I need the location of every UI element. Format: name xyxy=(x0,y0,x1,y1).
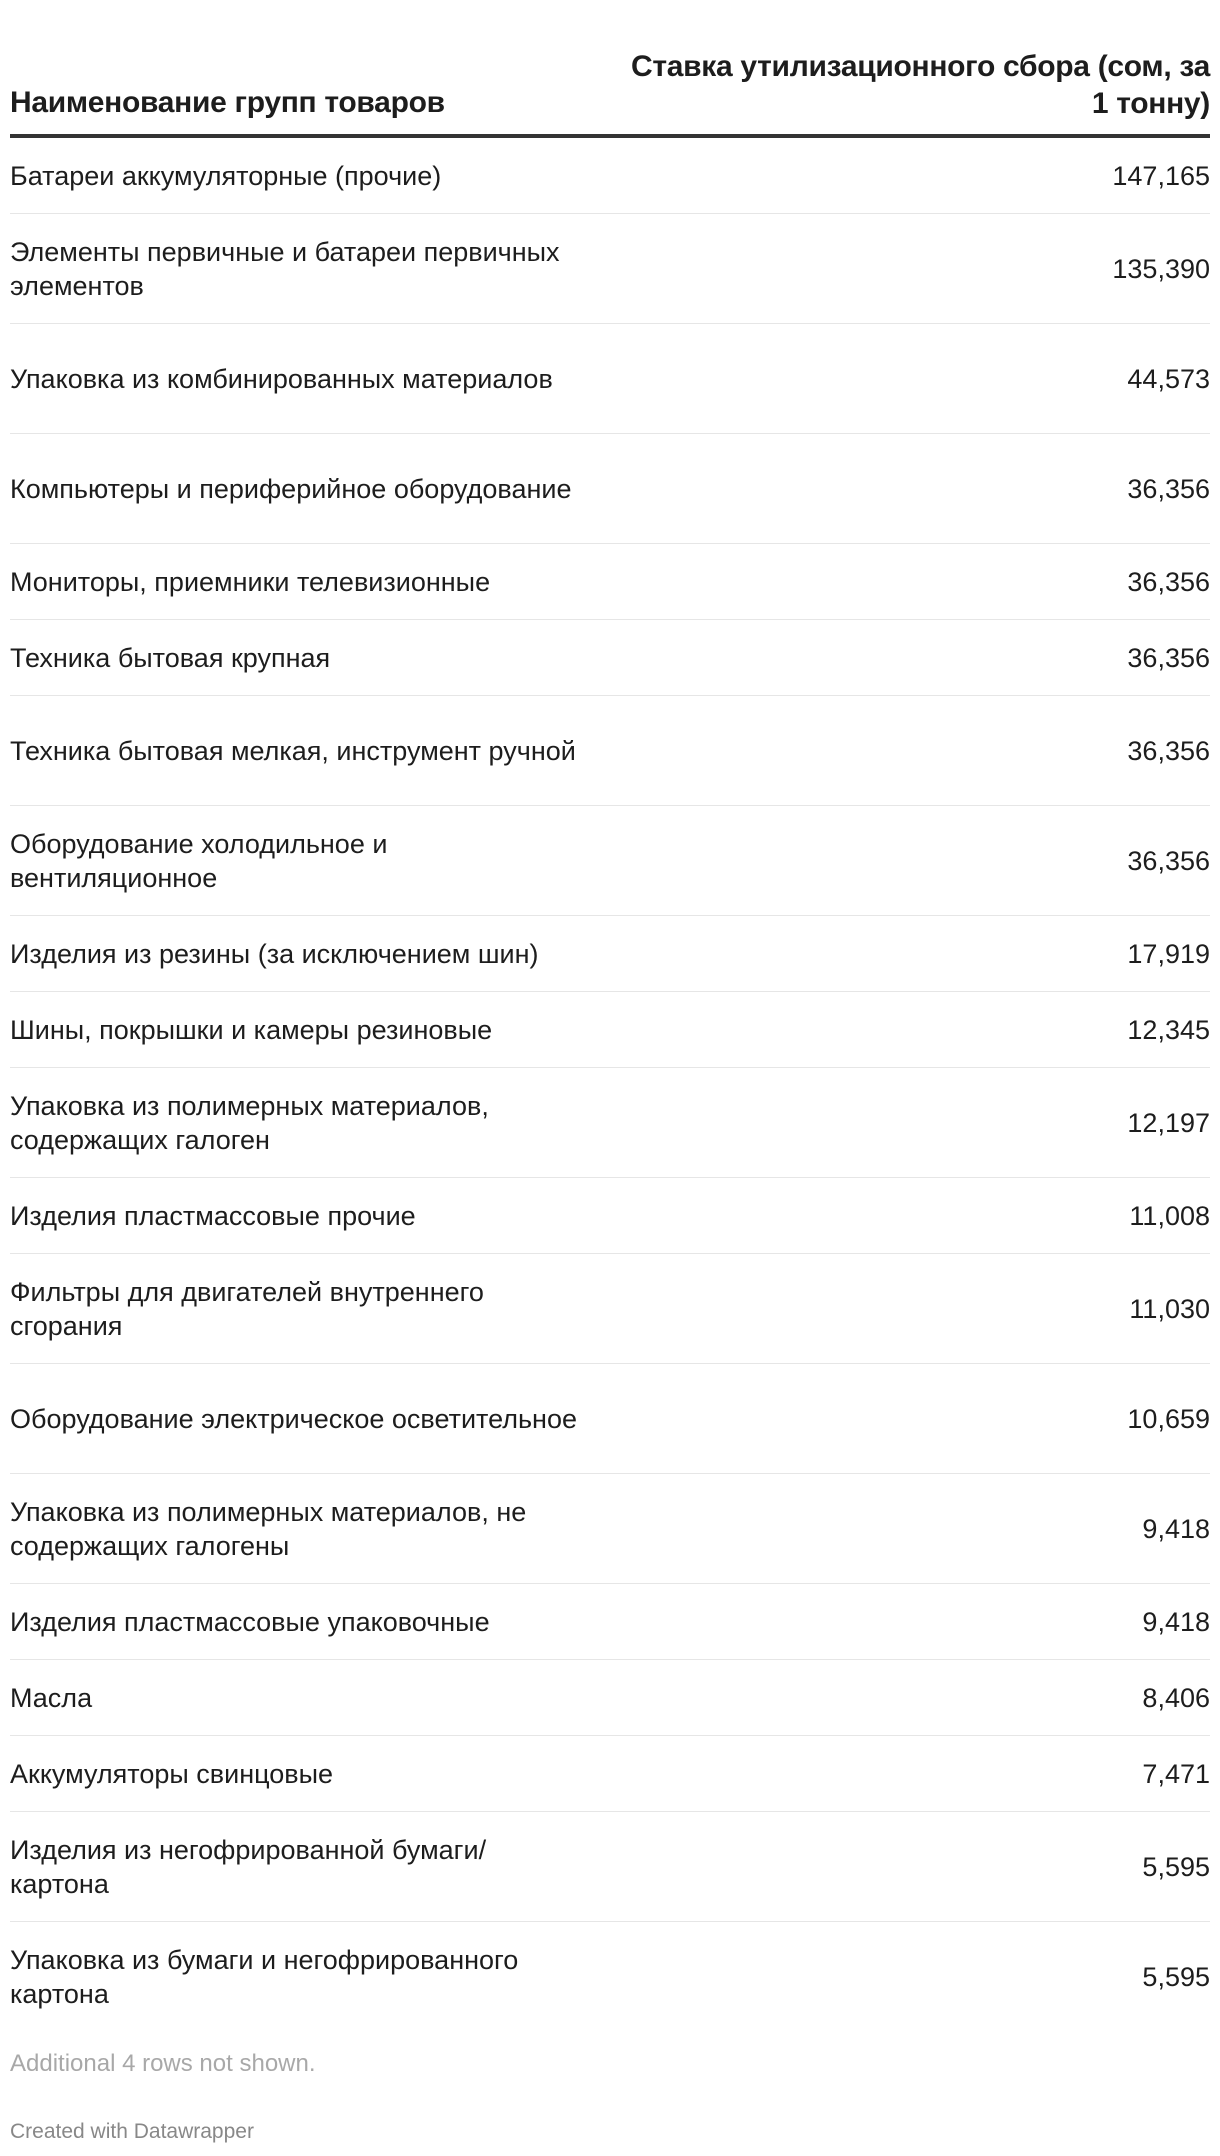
cell-rate: 36,356 xyxy=(1127,642,1210,673)
cell-rate: 12,345 xyxy=(1127,1014,1210,1045)
cell-rate: 36,356 xyxy=(1127,845,1210,876)
datawrapper-credit: Created with Datawrapper xyxy=(10,2120,254,2143)
cell-name: Упаковка из полимерных материалов, не содержащих галогены xyxy=(10,1496,527,1561)
cell-rate: 9,418 xyxy=(1142,1513,1210,1544)
cell-rate: 5,595 xyxy=(1142,1851,1210,1882)
cell-name: Упаковка из бумаги и негофрированного картона xyxy=(10,1945,519,2009)
cell-rate: 5,595 xyxy=(1142,1962,1210,1992)
table-row xyxy=(10,992,1210,1068)
table-row xyxy=(10,1254,1210,1364)
cell-name: Изделия пластмассовые прочие xyxy=(10,1200,416,1231)
cell-name: Оборудование электрическое осветительное xyxy=(10,1403,577,1434)
column-header-name[interactable]: Наименование групп товаров xyxy=(10,86,445,119)
table-row xyxy=(10,1812,1210,1922)
table-header xyxy=(10,0,1210,138)
table-row xyxy=(10,916,1210,992)
table-row xyxy=(10,1736,1210,1812)
cell-name: Шины, покрышки и камеры резиновые xyxy=(10,1014,493,1045)
table-row xyxy=(10,544,1210,620)
column-header-rate[interactable]: Ставка утилизационного сбора (сом, за 1 тонну) xyxy=(631,50,1210,120)
cell-name: Техника бытовая крупная xyxy=(10,642,331,673)
cell-rate: 36,356 xyxy=(1127,735,1210,766)
cell-name: Компьютеры и периферийное оборудование xyxy=(10,473,572,504)
cell-name: Упаковка из полимерных материалов, содержащих галоген xyxy=(10,1090,489,1155)
cell-rate: 11,008 xyxy=(1129,1200,1210,1231)
cell-rate: 11,030 xyxy=(1129,1293,1210,1324)
table-row xyxy=(10,324,1210,434)
cell-name: Масла xyxy=(10,1682,93,1713)
table-row xyxy=(10,1068,1210,1178)
cell-rate: 17,919 xyxy=(1127,938,1210,969)
cell-rate: 44,573 xyxy=(1127,363,1210,394)
cell-rate: 9,418 xyxy=(1142,1606,1210,1637)
table-row xyxy=(10,434,1210,544)
table-row xyxy=(10,1584,1210,1660)
cell-name: Изделия из негофрированной бумаги/ картона xyxy=(10,1834,487,1899)
cell-name: Элементы первичные и батареи первичных элементов xyxy=(10,236,560,301)
cell-name: Техника бытовая мелкая, инструмент ручной xyxy=(10,735,576,766)
table-body xyxy=(10,138,1210,2032)
data-table xyxy=(10,0,1210,2032)
cell-name: Батареи аккумуляторные (прочие) xyxy=(10,160,442,191)
cell-rate: 147,165 xyxy=(1112,160,1210,191)
table-row xyxy=(10,696,1210,806)
table-row xyxy=(10,806,1210,916)
table-row xyxy=(10,1922,1210,2032)
table-row xyxy=(10,214,1210,324)
cell-rate: 8,406 xyxy=(1142,1682,1210,1713)
cell-rate: 10,659 xyxy=(1127,1403,1210,1434)
table-row xyxy=(10,620,1210,696)
cell-rate: 7,471 xyxy=(1142,1758,1210,1789)
cell-name: Упаковка из комбинированных материалов xyxy=(10,363,553,394)
table-row xyxy=(10,138,1210,214)
cell-name: Аккумуляторы свинцовые xyxy=(10,1758,334,1789)
cell-rate: 36,356 xyxy=(1127,566,1210,597)
cell-rate: 36,356 xyxy=(1127,473,1210,504)
table-notes: Additional 4 rows not shown. xyxy=(10,2050,316,2077)
table-row xyxy=(10,1178,1210,1254)
cell-name: Оборудование холодильное и вентиляционное xyxy=(10,828,388,893)
cell-rate: 135,390 xyxy=(1112,253,1210,284)
table-row xyxy=(10,1474,1210,1584)
cell-name: Фильтры для двигателей внутреннего сгорания xyxy=(10,1276,484,1341)
cell-name: Изделия пластмассовые упаковочные xyxy=(10,1606,490,1637)
cell-rate: 12,197 xyxy=(1127,1107,1210,1138)
cell-name: Изделия из резины (за исключением шин) xyxy=(10,938,539,969)
cell-name: Мониторы, приемники телевизионные xyxy=(10,566,491,597)
table-row xyxy=(10,1660,1210,1736)
table-row xyxy=(10,1364,1210,1474)
